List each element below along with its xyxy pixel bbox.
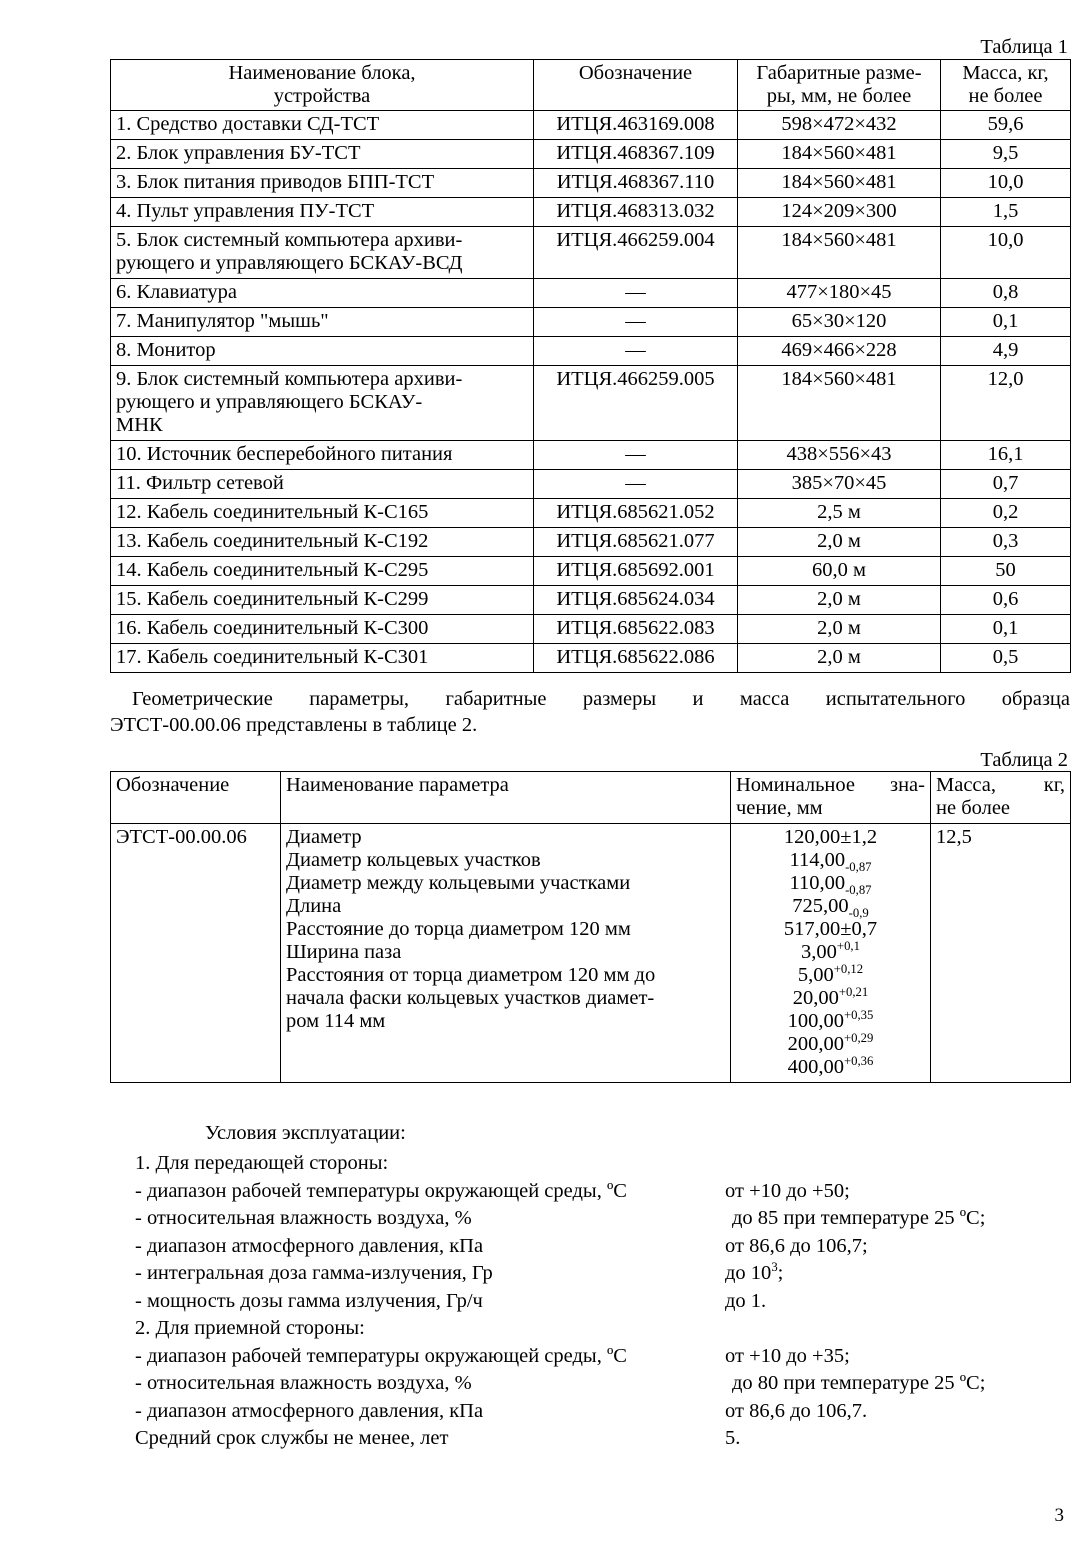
- table2-header-designation: Обозначение: [111, 772, 281, 824]
- nominal-upper-tolerance: +0,35: [843, 1008, 874, 1023]
- table1-cell-dimensions: 2,0 м: [738, 614, 941, 643]
- table1-cell-designation: ИТЦЯ.685624.034: [534, 585, 738, 614]
- table1-header-designation: Обозначение: [534, 59, 738, 111]
- table1-cell-dimensions: 184×560×481: [738, 140, 941, 169]
- table-1: [110, 59, 1071, 673]
- table1-cell-name-line: рующего и управляющего БСКАУ-ВСД: [116, 252, 463, 275]
- table-2: [110, 771, 1071, 1082]
- table-row: [111, 498, 1071, 527]
- table1-header-dimensions: [738, 59, 941, 111]
- table1-cell-designation: ИТЦЯ.466259.004: [534, 227, 738, 279]
- operating-conditions: [110, 1123, 1070, 1449]
- table1-cell-dimensions: 124×209×300: [738, 198, 941, 227]
- table-row: [111, 111, 1071, 140]
- table1-cell-name-line: рующего и управляющего БСКАУ-: [116, 390, 423, 413]
- table2-cell-parameters: [281, 824, 731, 1082]
- condition-row: [110, 1291, 1070, 1312]
- table2-parameter-line: Расстояние до торца диаметром 120 мм: [286, 918, 631, 941]
- nominal-base: 200,00: [787, 1032, 844, 1055]
- table2-header-nominal-line1: Номинальное зна-: [736, 774, 925, 797]
- conditions-section-2-rows: [110, 1346, 1070, 1422]
- table2-header-mass-line2: не более: [936, 797, 1011, 820]
- service-life-row: [110, 1428, 1070, 1449]
- table1-cell-name-line: 6. Клавиатура: [116, 281, 238, 304]
- condition-value: от 86,6 до 106,7.: [725, 1399, 868, 1422]
- table1-header-mass: [941, 59, 1071, 111]
- table1-cell-name-line: 9. Блок системный компьютера архиви-: [116, 368, 463, 391]
- table1-cell-dimensions: 2,0 м: [738, 527, 941, 556]
- table1-cell-name-line: 10. Источник бесперебойного питания: [116, 442, 453, 465]
- table2-cell-mass: 12,5: [931, 824, 1071, 1082]
- table-row: [111, 440, 1071, 469]
- table1-cell-mass: 1,5: [941, 198, 1071, 227]
- table1-cell-name-line: 16. Кабель соединительный К-С300: [116, 616, 429, 639]
- nominal-base: 400,00: [787, 1055, 844, 1078]
- condition-value: до 1.: [725, 1289, 767, 1312]
- table1-cell-designation: ИТЦЯ.463169.008: [534, 111, 738, 140]
- table2-header: [111, 772, 1071, 824]
- table-row: [111, 824, 1071, 1082]
- table2-cell-values: [731, 824, 931, 1082]
- conditions-section-1: 1. Для передающей стороны:: [135, 1152, 389, 1175]
- table1-cell-dimensions: 2,5 м: [738, 498, 941, 527]
- table1-cell-name: [111, 337, 534, 366]
- condition-value: от +10 до +50;: [725, 1179, 850, 1202]
- table1-cell-mass: 0,1: [941, 614, 1071, 643]
- table1-cell-name-line: 11. Фильтр сетевой: [116, 471, 284, 494]
- table2-nominal-value: [736, 895, 925, 921]
- nominal-upper-tolerance: +0,12: [833, 962, 864, 977]
- table1-cell-dimensions: 60,0 м: [738, 556, 941, 585]
- intro-paragraph: [110, 686, 1070, 739]
- table1-cell-designation: ИТЦЯ.468367.109: [534, 140, 738, 169]
- intro-paragraph-line1: Геометрические параметры, габаритные размеры и масса испытательного образца: [132, 687, 1070, 710]
- table2-nominal-value: [736, 1010, 925, 1033]
- nominal-base: 725,00: [792, 895, 849, 918]
- condition-row: [110, 1346, 1070, 1367]
- nominal-lower-tolerance: -0,87: [845, 883, 872, 898]
- table-row: [111, 614, 1071, 643]
- table-row: [111, 337, 1071, 366]
- table1-cell-name: [111, 440, 534, 469]
- table1-cell-name: [111, 643, 534, 672]
- table2-nominal-value: [736, 987, 925, 1010]
- condition-row: [110, 1401, 1070, 1422]
- nominal-base: 110,00: [789, 872, 846, 895]
- table1-cell-dimensions: 184×560×481: [738, 169, 941, 198]
- table1-cell-mass: 0,5: [941, 643, 1071, 672]
- table1-cell-dimensions: 469×466×228: [738, 337, 941, 366]
- table-row: [111, 556, 1071, 585]
- table1-cell-name-line: 8. Монитор: [116, 339, 216, 362]
- conditions-title: Условия эксплуатации:: [205, 1121, 406, 1144]
- table1-cell-designation: ИТЦЯ.468313.032: [534, 198, 738, 227]
- condition-label: - диапазон рабочей температуры окружающей среды, ºС: [135, 1179, 627, 1202]
- table1-cell-name-line: 14. Кабель соединительный К-С295: [116, 558, 429, 581]
- table2-nominal-value: [736, 1053, 925, 1079]
- nominal-upper-tolerance: +0,21: [838, 985, 869, 1000]
- service-life-label: Средний срок службы не менее, лет: [135, 1427, 449, 1450]
- table1-cell-dimensions: 2,0 м: [738, 585, 941, 614]
- table1-cell-name: [111, 469, 534, 498]
- condition-label: - диапазон атмосферного давления, кПа: [135, 1234, 484, 1257]
- table1-header-name-line1: Наименование блока,: [228, 61, 416, 84]
- table2-parameter-line: Диаметр: [286, 826, 362, 849]
- table2-header-parameter: Наименование параметра: [281, 772, 731, 824]
- table1-cell-mass: 0,7: [941, 469, 1071, 498]
- table1-cell-dimensions: 477×180×45: [738, 279, 941, 308]
- table1-cell-name-line: 3. Блок питания приводов БПП-ТСТ: [116, 171, 435, 194]
- table1-cell-mass: 10,0: [941, 227, 1071, 279]
- conditions-section-2: 2. Для приемной стороны:: [135, 1317, 365, 1340]
- table-row: [111, 527, 1071, 556]
- table2-caption: Таблица 2: [980, 748, 1068, 771]
- conditions-section-1-rows: [110, 1181, 1070, 1312]
- condition-row: [110, 1208, 1070, 1229]
- table1-cell-name: [111, 198, 534, 227]
- table2-cell-designation: ЭТСТ-00.00.06: [111, 824, 281, 1082]
- table1-cell-dimensions: 65×30×120: [738, 308, 941, 337]
- condition-value: до 85 при температуре 25 ºС;: [732, 1207, 986, 1230]
- table-row: [111, 643, 1071, 672]
- table1-cell-designation: ИТЦЯ.685622.086: [534, 643, 738, 672]
- page-number: 3: [1054, 1505, 1064, 1526]
- condition-row: [110, 1181, 1070, 1202]
- condition-label: - диапазон атмосферного давления, кПа: [135, 1399, 484, 1422]
- table1-cell-mass: 0,3: [941, 527, 1071, 556]
- nominal-lower-tolerance: -0,87: [845, 860, 872, 875]
- table1-header-row: [111, 59, 1071, 111]
- table1-cell-designation: ИТЦЯ.685622.083: [534, 614, 738, 643]
- table1-cell-designation: —: [534, 279, 738, 308]
- table2-header-nominal: [731, 772, 931, 824]
- table1-cell-dimensions: 184×560×481: [738, 227, 941, 279]
- table1-cell-dimensions: 598×472×432: [738, 111, 941, 140]
- table2-nominal-value: [736, 1033, 925, 1056]
- nominal-lower-tolerance: -0,9: [848, 906, 869, 921]
- table1-header: [111, 59, 1071, 111]
- table1-cell-mass: 4,9: [941, 337, 1071, 366]
- table1-cell-designation: ИТЦЯ.468367.110: [534, 169, 738, 198]
- table-row: [111, 279, 1071, 308]
- table1-header-dimensions-line1: Габаритные разме-: [756, 61, 922, 84]
- table1-cell-name-line: 5. Блок системный компьютера архиви-: [116, 229, 463, 252]
- table1-header-mass-line2: не более: [968, 84, 1043, 107]
- nominal-upper-tolerance: +0,36: [843, 1053, 874, 1068]
- table1-cell-designation: ИТЦЯ.466259.005: [534, 366, 738, 441]
- table1-cell-name-line: 2. Блок управления БУ-ТСТ: [116, 142, 361, 165]
- table2-header-nominal-line2: чение, мм: [736, 797, 823, 820]
- condition-value-tail: ;: [777, 1262, 784, 1285]
- table1-cell-dimensions: 438×556×43: [738, 440, 941, 469]
- table-row: [111, 140, 1071, 169]
- table1-cell-mass: 10,0: [941, 169, 1071, 198]
- table1-body: [111, 111, 1071, 672]
- table1-cell-designation: —: [534, 469, 738, 498]
- table1-cell-name-line: 15. Кабель соединительный К-С299: [116, 587, 429, 610]
- table1-cell-name-line: 1. Средство доставки СД-ТСТ: [116, 113, 380, 136]
- table1-cell-dimensions: 184×560×481: [738, 366, 941, 441]
- condition-value-exponent: 3: [771, 1260, 778, 1275]
- table1-cell-name-line: 12. Кабель соединительный К-С165: [116, 500, 429, 523]
- condition-value: от +10 до +35;: [725, 1344, 850, 1367]
- table1-cell-name: [111, 169, 534, 198]
- condition-label: - относительная влажность воздуха, %: [135, 1207, 472, 1230]
- table1-cell-mass: 50: [941, 556, 1071, 585]
- table1-cell-mass: 0,1: [941, 308, 1071, 337]
- table1-header-dimensions-line2: ры, мм, не более: [766, 84, 912, 107]
- nominal-base: 100,00: [787, 1009, 844, 1032]
- table1-cell-name: [111, 585, 534, 614]
- condition-label: - относительная влажность воздуха, %: [135, 1372, 472, 1395]
- condition-label: - диапазон рабочей температуры окружающей среды, ºС: [135, 1344, 627, 1367]
- table-row: [111, 366, 1071, 441]
- table2-parameter-line: начала фаски кольцевых участков диамет-: [286, 986, 655, 1009]
- table2-parameter-line: Ширина паза: [286, 941, 402, 964]
- table1-caption: Таблица 1: [980, 36, 1068, 58]
- nominal-upper-tolerance: +0,1: [836, 939, 860, 954]
- table2-nominal-value: [736, 941, 925, 964]
- intro-paragraph-line2: ЭТСТ-00.00.06 представлены в таблице 2.: [110, 714, 478, 737]
- nominal-upper-tolerance: +0,29: [843, 1031, 874, 1045]
- nominal-base: 517,00±0,7: [783, 918, 878, 941]
- condition-row: [110, 1373, 1070, 1394]
- table2-nominal-value: [736, 918, 925, 941]
- table1-header-mass-line1: Масса, кг,: [962, 61, 1049, 84]
- table1-cell-name-line: 13. Кабель соединительный К-С192: [116, 529, 429, 552]
- nominal-base: 114,00: [789, 849, 846, 872]
- table1-cell-designation: ИТЦЯ.685621.077: [534, 527, 738, 556]
- condition-value: до 80 при температуре 25 ºС;: [732, 1372, 986, 1395]
- table1-cell-name: [111, 498, 534, 527]
- table-row: [111, 198, 1071, 227]
- table2-parameter-line: Расстояния от торца диаметром 120 мм до: [286, 963, 656, 986]
- table2-header-row: [111, 772, 1071, 824]
- nominal-base: 5,00: [797, 963, 834, 986]
- condition-value-base: до 10: [725, 1262, 772, 1285]
- table2-header-mass-line1: Масса, кг,: [936, 774, 1065, 797]
- service-life-value: 5.: [725, 1427, 741, 1450]
- table1-cell-name: [111, 614, 534, 643]
- table2-nominal-value: [736, 849, 925, 875]
- nominal-base: 120,00±1,2: [783, 826, 878, 849]
- table1-cell-mass: 59,6: [941, 111, 1071, 140]
- table1-cell-mass: 0,8: [941, 279, 1071, 308]
- table1-cell-designation: ИТЦЯ.685621.052: [534, 498, 738, 527]
- table-row: [111, 169, 1071, 198]
- table1-cell-name: [111, 308, 534, 337]
- table1-cell-mass: 16,1: [941, 440, 1071, 469]
- table1-cell-mass: 0,6: [941, 585, 1071, 614]
- table1-cell-name: [111, 111, 534, 140]
- condition-label: - интегральная доза гамма-излучения, Гр: [135, 1262, 493, 1285]
- page-content: [110, 0, 1070, 1456]
- table2-parameter-line: Диаметр кольцевых участков: [286, 849, 541, 872]
- table-row: [111, 308, 1071, 337]
- condition-label: - мощность дозы гамма излучения, Гр/ч: [135, 1289, 483, 1312]
- table2-nominal-value: [736, 872, 925, 898]
- table2-body: [111, 824, 1071, 1082]
- table1-cell-dimensions: 385×70×45: [738, 469, 941, 498]
- table2-nominal-value: [736, 964, 925, 987]
- table-row: [111, 227, 1071, 279]
- table1-header-name-line2: устройства: [273, 84, 371, 107]
- table1-cell-name-line: МНК: [116, 413, 163, 436]
- table1-cell-mass: 9,5: [941, 140, 1071, 169]
- table1-cell-name: [111, 556, 534, 585]
- table-row: [111, 585, 1071, 614]
- condition-value: [725, 1260, 784, 1285]
- table2-header-mass: [931, 772, 1071, 824]
- condition-value: от 86,6 до 106,7;: [725, 1234, 868, 1257]
- table1-cell-name: [111, 140, 534, 169]
- table2-parameter-line: Длина: [286, 895, 342, 918]
- table1-cell-dimensions: 2,0 м: [738, 643, 941, 672]
- table2-nominal-value: [736, 826, 925, 849]
- table-row: [111, 469, 1071, 498]
- table1-cell-name-line: 7. Манипулятор "мышь": [116, 310, 329, 333]
- table1-cell-designation: —: [534, 440, 738, 469]
- table1-cell-designation: —: [534, 308, 738, 337]
- table1-cell-designation: ИТЦЯ.685692.001: [534, 556, 738, 585]
- table1-cell-designation: —: [534, 337, 738, 366]
- table1-cell-name: [111, 366, 534, 441]
- table1-cell-name-line: 4. Пульт управления ПУ-ТСТ: [116, 200, 375, 223]
- nominal-base: 3,00: [801, 941, 837, 964]
- table2-parameter-line: Диаметр между кольцевыми участками: [286, 872, 631, 895]
- table1-header-name: [111, 59, 534, 111]
- condition-row: [110, 1260, 1070, 1285]
- table1-cell-mass: 12,0: [941, 366, 1071, 441]
- table1-cell-name: [111, 279, 534, 308]
- table1-cell-name-line: 17. Кабель соединительный К-С301: [116, 645, 429, 668]
- table1-cell-name: [111, 527, 534, 556]
- table1-cell-mass: 0,2: [941, 498, 1071, 527]
- table2-parameter-line: ром 114 мм: [286, 1009, 386, 1032]
- table1-cell-name: [111, 227, 534, 279]
- condition-row: [110, 1236, 1070, 1257]
- nominal-base: 20,00: [792, 986, 839, 1009]
